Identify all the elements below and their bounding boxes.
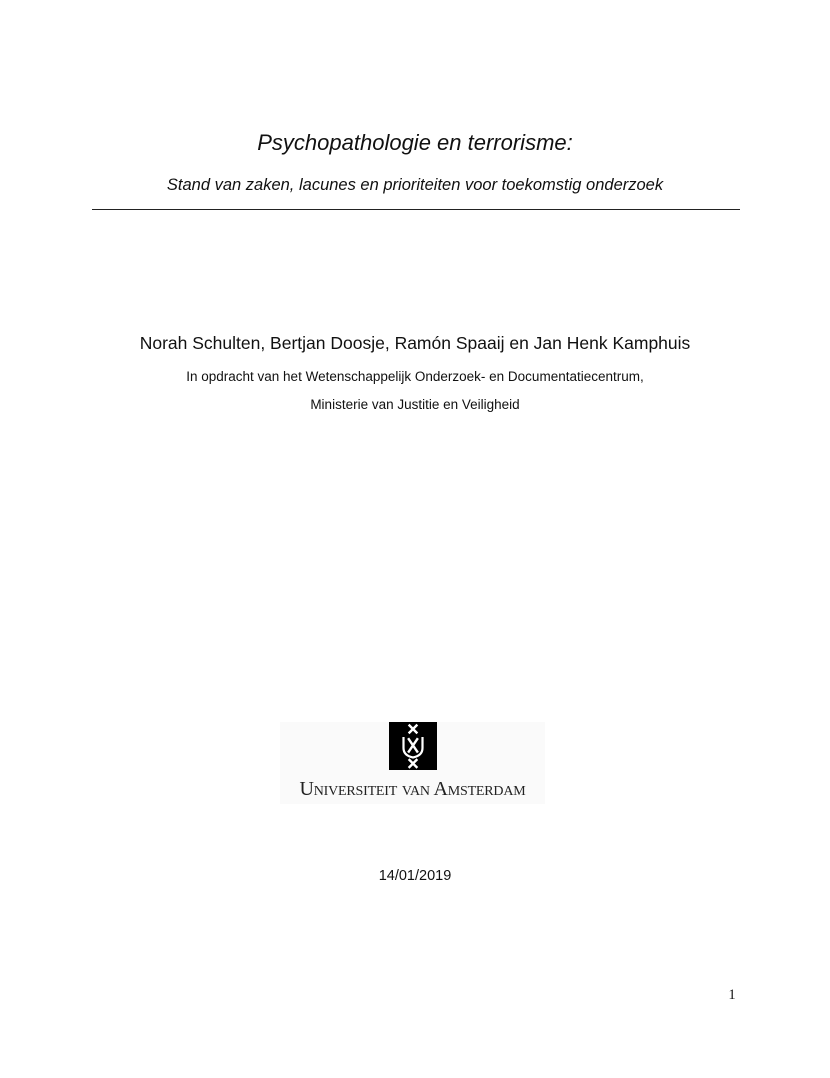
- page-number: 1: [728, 987, 736, 1003]
- university-shield-emblem-icon: [389, 722, 437, 770]
- document-date: 14/01/2019: [378, 868, 452, 884]
- commission-line: In opdracht van het Wetenschappelijk Onderzoek- en Documentatiecentrum,: [186, 369, 644, 384]
- university-logo: [280, 722, 545, 804]
- title-divider: [92, 209, 740, 210]
- ministry-line: Ministerie van Justitie en Veiligheid: [310, 397, 520, 412]
- author-list: Norah Schulten, Bertjan Doosje, Ramón Spaaij en Jan Henk Kamphuis: [139, 333, 691, 353]
- university-wordmark: Universiteit van Amsterdam: [299, 778, 526, 800]
- document-title: Psychopathologie en terrorisme:: [257, 130, 573, 155]
- document-subtitle: Stand van zaken, lacunes en prioriteiten voor toekomstig onderzoek: [166, 176, 664, 194]
